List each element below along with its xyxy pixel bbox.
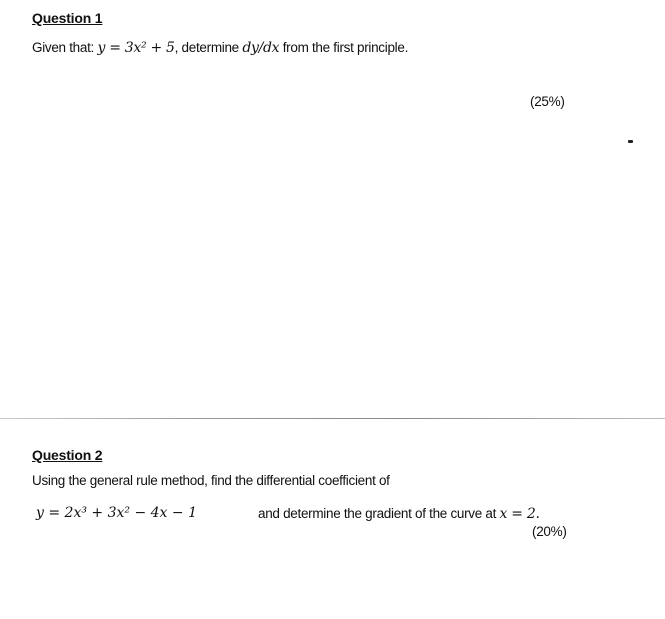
question-2-instruction: Using the general rule method, find the differential coefficient of xyxy=(32,473,390,488)
question-2-equation: y = 2x³ + 3x² − 4x − 1 xyxy=(36,505,197,521)
question-1-middle: , determine xyxy=(174,40,243,55)
question-1-prefix: Given that: xyxy=(32,40,98,55)
question-1-derivative: dy/dx xyxy=(242,40,280,56)
question-2-task xyxy=(258,506,540,522)
question-1-equation: y = 3x² + 5 xyxy=(97,40,175,56)
question-1-heading: Question 1 xyxy=(32,10,103,26)
question-1-marks: (25%) xyxy=(530,94,565,109)
question-2-marks: (20%) xyxy=(532,524,567,539)
section-divider xyxy=(0,418,665,419)
question-2-heading: Question 2 xyxy=(32,447,103,463)
question-2-task-text: and determine the gradient of the curve at xyxy=(258,506,500,521)
scan-speck xyxy=(628,140,633,143)
question-2-condition: x = 2. xyxy=(499,506,540,522)
question-1-suffix: from the first principle. xyxy=(279,40,409,55)
question-1-text xyxy=(32,40,408,56)
